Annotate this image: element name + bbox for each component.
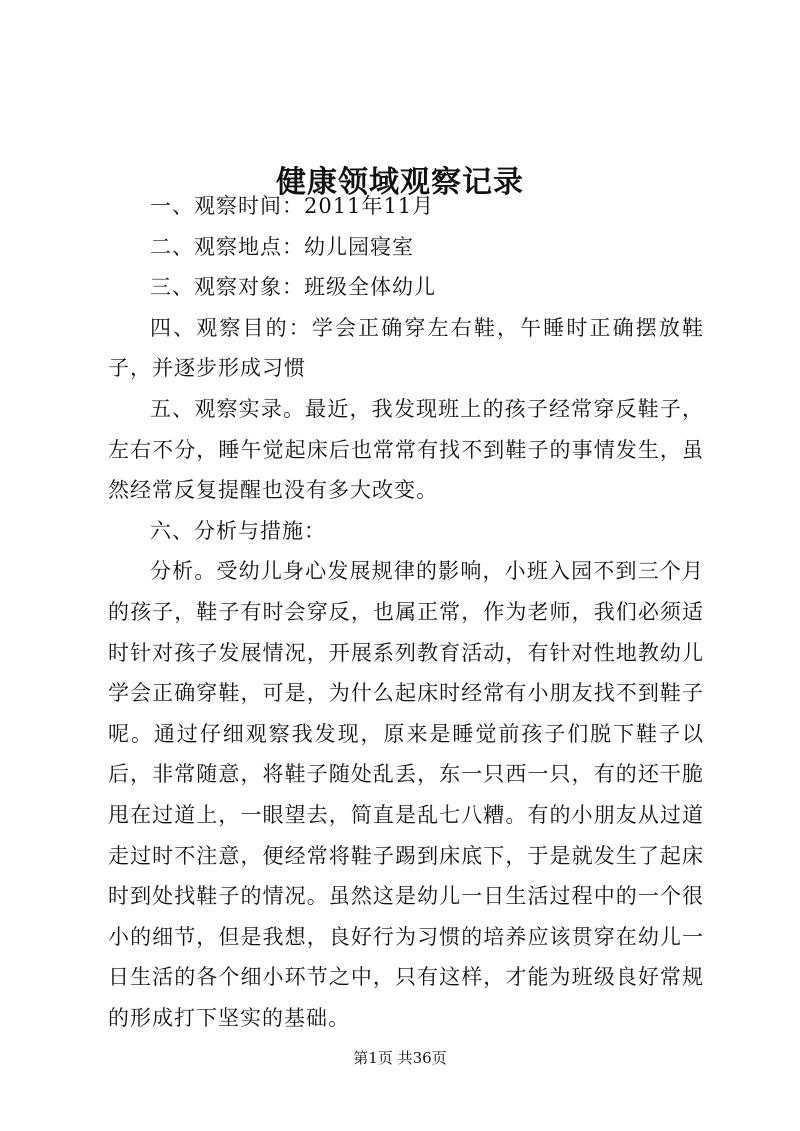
paragraph-analysis-heading: 六、分析与措施： <box>150 518 326 543</box>
document-body <box>108 186 704 1038</box>
page-footer: 第1页 共36页 <box>353 1049 447 1067</box>
paragraph-observation-record: 五、观察实录。最近，我发现班上的孩子经常穿反鞋子，左右不分，睡午觉起床后也常常有找不到鞋子的事情发生，虽然经常反复提醒也没有多大改变。 <box>108 396 704 503</box>
paragraph-observation-place: 二、观察地点：幼儿园寝室 <box>150 234 414 259</box>
document-title: 健康领域观察记录 <box>276 165 524 201</box>
paragraph-observation-goal: 四、观察目的：学会正确穿左右鞋，午睡时正确摆放鞋子，并逐步形成习惯 <box>108 315 704 381</box>
paragraph-observation-time: 一、观察时间：2011年11月 <box>150 194 435 218</box>
paragraph-analysis: 分析。受幼儿身心发展规律的影响，小班入园不到三个月的孩子，鞋子有时会穿反，也属正常，作为老师，我们必须适时针对孩子发展情况，开展系列教育活动，有针对性地教幼儿学会正确穿鞋，可是，为什么起床时经常有小朋友找不到鞋子呢。通过仔细观察我发现，原来是睡觉前孩子们脱下鞋子以后，非常随意，将鞋子随处乱丢，东一只西一只，有的还干脆甩在过道上，一眼望去，简直是乱七八糟。有的小朋友从过道走过时不注意，便经常将鞋子踢到床底下，于是就发生了起床时到处找鞋子的情况。虽然这是幼儿一日生活过程中的一个很小的细节，但是我想，良好行为习惯的培养应该贯穿在幼儿一日生活的各个细小环节之中，只有这样，才能为班级良好常规的形成打下坚实的基础。 <box>108 559 704 1030</box>
paragraph-observation-subject: 三、观察对象：班级全体幼儿 <box>150 275 436 300</box>
